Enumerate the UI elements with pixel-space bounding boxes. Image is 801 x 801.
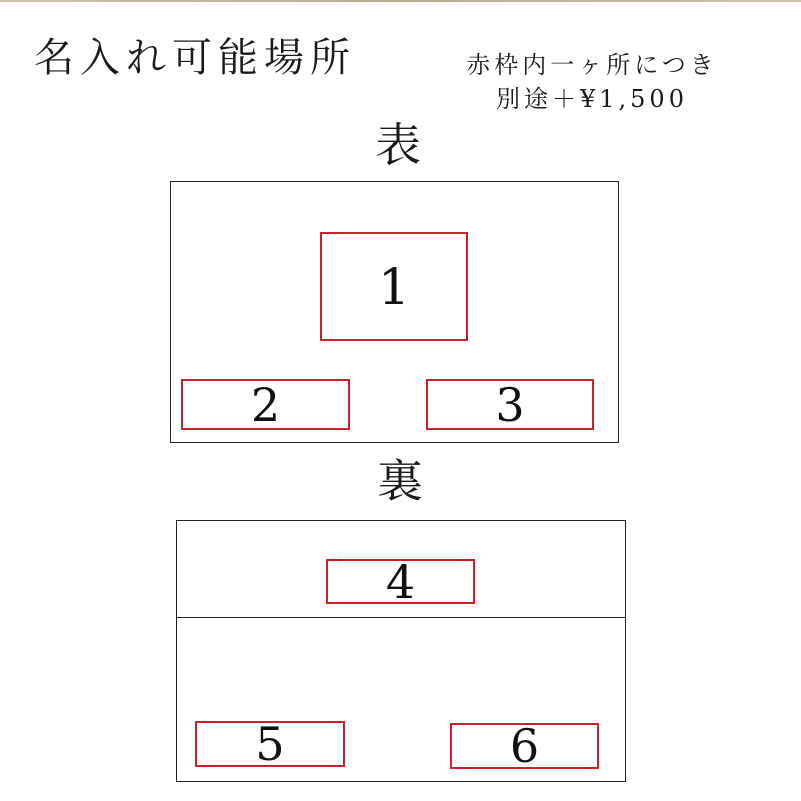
print-zone-1: 1 <box>320 232 468 341</box>
print-zone-4: 4 <box>326 559 475 604</box>
print-zone-5: 5 <box>195 721 345 767</box>
price-note <box>442 48 742 116</box>
front-side-label: 表 <box>375 118 421 172</box>
print-zone-6: 6 <box>450 723 599 769</box>
back-panel-divider <box>176 617 626 618</box>
top-decorative-rule <box>0 0 801 2</box>
back-side-label: 裏 <box>377 454 423 508</box>
print-zone-2: 2 <box>181 379 350 430</box>
price-note-line-1: 赤枠内一ヶ所につき <box>466 51 718 79</box>
page-title: 名入れ可能場所 <box>34 35 356 81</box>
price-note-line-2: 別途＋¥1,500 <box>496 85 688 113</box>
print-zone-3: 3 <box>426 379 594 430</box>
